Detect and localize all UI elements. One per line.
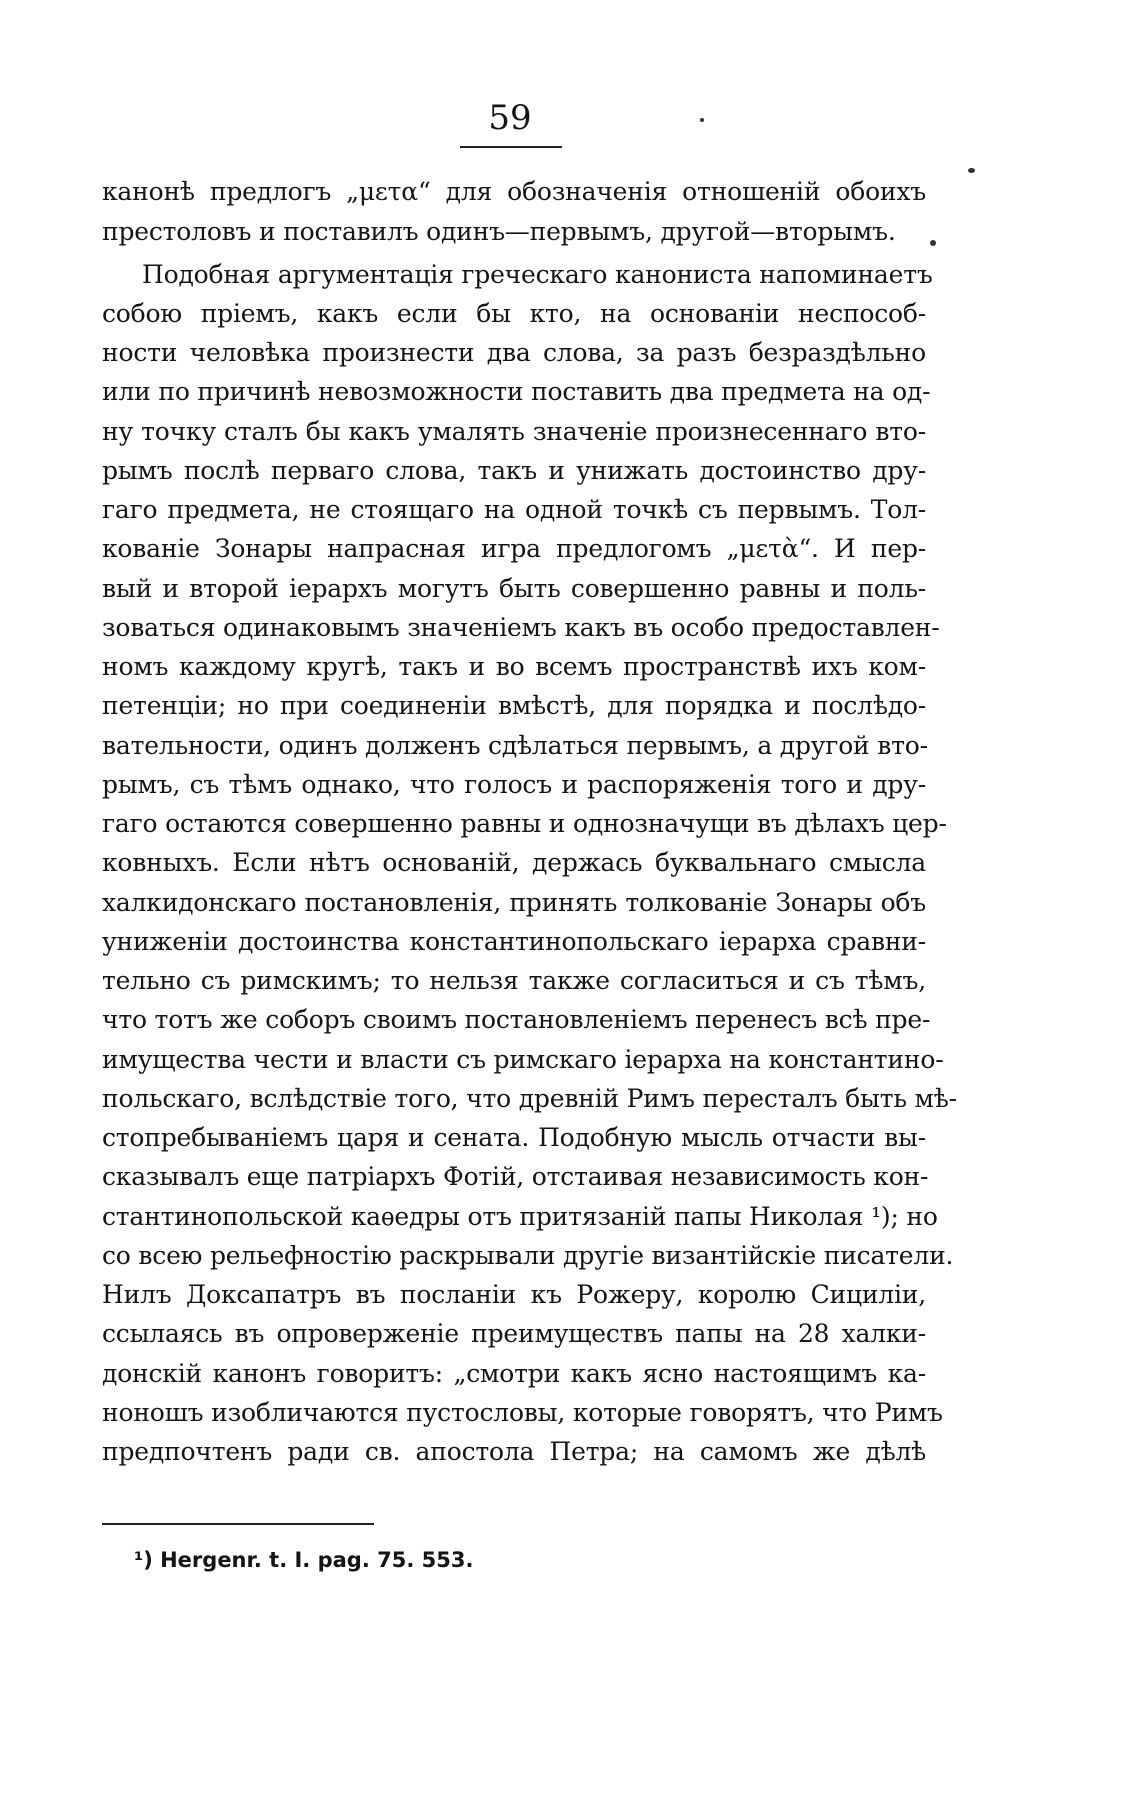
body-line: гаго предмета, не стоящаго на одной точкѣ съ первымъ. Тол- (102, 495, 926, 524)
print-speck (968, 168, 975, 173)
body-line: ковныхъ. Если нѣтъ основаній, держась буквальнаго смысла (102, 848, 926, 877)
body-line: ности человѣка произнести два слова, за разъ безраздѣльно (102, 338, 926, 367)
body-line: Подобная аргументація греческаго канониста напоминаетъ (142, 260, 933, 289)
body-line: рымъ, съ тѣмъ однако, что голосъ и распоряженія того и дру- (102, 770, 926, 799)
footnote-rule (102, 1523, 374, 1525)
body-line: халкидонскаго постановленія, принять толкованіе Зонары объ (102, 888, 926, 917)
body-line: ноношъ изобличаются пустословы, которые говорятъ, что Римъ (102, 1398, 943, 1427)
body-line: рымъ послѣ перваго слова, такъ и унижать достоинство дру- (102, 456, 926, 485)
body-line: тельно съ римскимъ; то нельзя также согласиться и съ тѣмъ, (102, 966, 926, 995)
body-line: канонѣ предлогъ „μετα“ для обозначенія отношеній обоихъ (102, 177, 926, 206)
body-line: польскаго, вслѣдствіе того, что древній Римъ пересталъ быть мѣ- (102, 1084, 957, 1113)
page-number-rule (460, 146, 562, 148)
body-line: что тотъ же соборъ своимъ постановленіемъ перенесъ всѣ пре- (102, 1005, 931, 1034)
body-line: сказывалъ еще патріархъ Фотій, отстаивая независимость кон- (102, 1162, 929, 1191)
body-line: собою пріемъ, какъ если бы кто, на основаніи неспособ- (102, 299, 926, 328)
body-line: или по причинѣ невозможности поставить два предмета на од- (102, 377, 931, 406)
body-line: ну точку сталъ бы какъ умалять значеніе произнесеннаго вто- (102, 417, 926, 446)
body-line: донскій канонъ говоритъ: „смотри какъ ясно настоящимъ ка- (102, 1359, 926, 1388)
body-line: имущества чести и власти съ римскаго іерарха на константино- (102, 1045, 944, 1074)
body-line: гаго остаются совершенно равны и однозначущи въ дѣлахъ цер- (102, 809, 947, 838)
body-line: зоваться одинаковымъ значеніемъ какъ въ особо предоставлен- (102, 613, 940, 642)
print-speck (930, 240, 936, 246)
body-line: стопребываніемъ царя и сената. Подобную мысль отчасти вы- (102, 1123, 926, 1152)
body-line: петенціи; но при соединеніи вмѣстѣ, для порядка и послѣдо- (102, 691, 926, 720)
footnote: ¹) Hergenr. t. I. pag. 75. 553. (134, 1548, 474, 1572)
body-line: вательности, одинъ долженъ сдѣлаться первымъ, а другой вто- (102, 731, 928, 760)
body-line: вый и второй іерархъ могутъ быть совершенно равны и поль- (102, 574, 926, 603)
body-line: Нилъ Доксапатръ въ посланіи къ Рожеру, королю Сициліи, (102, 1280, 926, 1309)
body-line: со всею рельефностію раскрывали другіе византійскіе писатели. (102, 1241, 954, 1270)
body-line: униженіи достоинства константинопольскаго іерарха сравни- (102, 927, 926, 956)
page-number: 59 (488, 98, 532, 138)
body-line: предпочтенъ ради св. апостола Петра; на самомъ же дѣлѣ (102, 1437, 926, 1466)
body-line: престоловъ и поставилъ одинъ—первымъ, другой—вторымъ. (102, 217, 896, 246)
body-line: кованіе Зонары напрасная игра предлогомъ „μετὰ“. И пер- (102, 534, 926, 563)
print-speck (700, 118, 704, 122)
body-line: стантинопольской каѳедры отъ притязаній папы Николая ¹); но (102, 1202, 938, 1231)
body-line: ссылаясь въ опроверженіе преимуществъ папы на 28 халки- (102, 1319, 926, 1348)
body-line: номъ каждому кругѣ, такъ и во всемъ пространствѣ ихъ ком- (102, 652, 926, 681)
